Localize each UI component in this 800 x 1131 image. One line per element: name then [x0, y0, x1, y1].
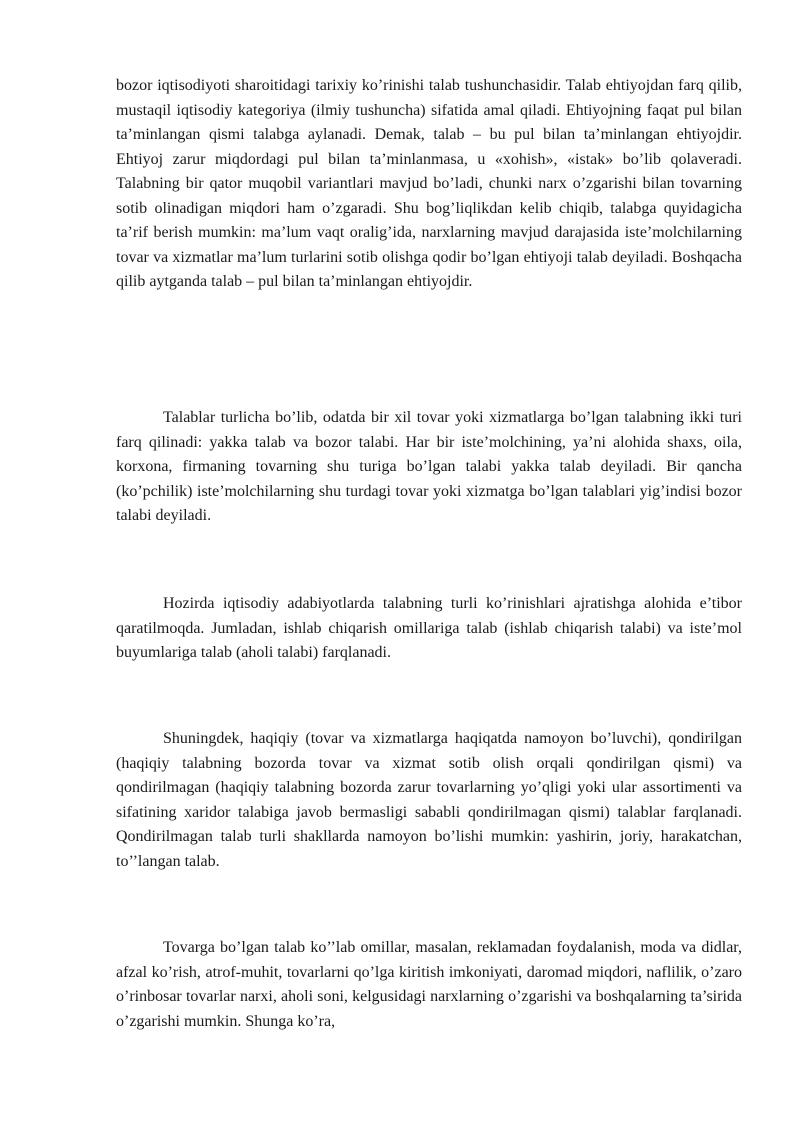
paragraph-5: Tovarga bo’lgan talab ko’’lab omillar, masalan, reklamadan foydalanish, moda va didlar, afzal ko’rish, atrof-muhit, tovarlarni qo’lga kiritish imkoniyati, daromad miqdori, naflilik, o’zaro o’rinbosar tovarlar narxi, aholi soni, kelgusidagi narxlarning o’zgarishi va boshqalarning ta’sirida o’zgarishi mumkin. Shunga ko’ra,	[116, 939, 742, 1030]
paragraph-2: Talablar turlicha bo’lib, odatda bir xil tovar yoki xizmatlarga bo’lgan talabning ikki turi farq qilinadi: yakka talab va bozor talabi. Har bir iste’molchining, ya’ni alohida shaxs, oila, korxona, firmaning tovarning shu turiga bo’lgan talabi yakka talab deyiladi. Bir qancha (ko’pchilik) iste’molchilarning shu turdagi tovar yoki xizmatga bo’lgan talablari yig’indisi bozor talabi deyiladi.	[116, 409, 742, 524]
paragraph-1: bozor iqtisodiyoti sharoitidagi tarixiy ko’rinishi talab tushunchasidir. Talab ehtiyojdan farq qilib, mustaqil iqtisodiy kategoriya (ilmiy tushuncha) sifatida amal qiladi. Ehtiyojning faqat pul bilan ta’minlangan qismi talabga aylanadi. Demak, talab – bu pul bilan ta’minlangan ehtiyojdir. Ehtiyoj zarur miqdordagi pul bilan ta’minlanmasa, u «xohish», «istak» bo’lib qolaveradi. Talabning bir qator muqobil variantlari mavjud bo’ladi, chunki narx o’zgarishi bilan tovarning sotib olinadigan miqdori ham o’zgaradi. Shu bog’liqlikdan kelib chiqib, talabga quyidagicha ta’rif berish mumkin: ma’lum vaqt oralig’ida, narxlarning mavjud darajasida iste’molchilarning tovar va xizmatlar ma’lum turlarini sotib olishga qodir bo’lgan ehtiyoji talab deyiladi. Boshqacha qilib aytganda talab – pul bilan ta’minlangan ehtiyojdir.	[116, 77, 742, 290]
paragraph-4: Shuningdek, haqiqiy (tovar va xizmatlarga haqiqatda namoyon bo’luvchi), qondirilgan (haqiqiy talabning bozorda tovar va xizmat sotib olish orqali qondirilgan qismi) va qondirilmagan (haqiqiy talabning bozorda zarur tovarlarning yo’qligi yoki ular assortimenti va sifatining xaridor talabiga javob bermasligi sababli qondirilmagan qismi) talablar farqlanadi. Qondirilmagan talab turli shakllarda namoyon bo’lishi mumkin: yashirin, joriy, harakatchan, to’’langan talab.	[116, 730, 742, 870]
paragraph-3: Hozirda iqtisodiy adabiyotlarda talabning turli ko’rinishlari ajratishga alohida e’tibor qaratilmoqda. Jumladan, ishlab chiqarish omillariga talab (ishlab chiqarish talabi) va iste’mol buyumlariga talab (aholi talabi) farqlanadi.	[116, 595, 742, 661]
